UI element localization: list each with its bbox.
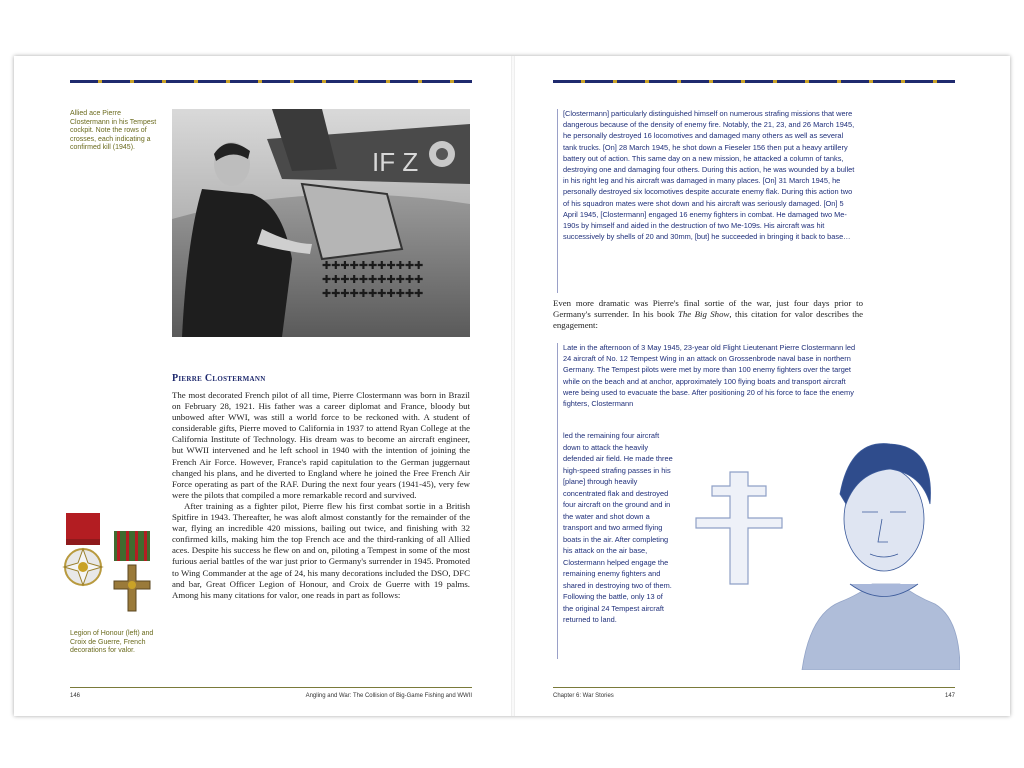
body-paragraph-2: After training as a fighter pilot, Pierre flew his first combat sortie in a British Spitfire in 1943. Thereafter, he was aloft almost constantly for the remainder of the war, flying an incredible 420 missions, bailing out twice, and finishing with 32 confirmed kills, making him the top French ace and the third-ranking of all Allied aces. Despite his success he flew on and on, piloting a Tempest in some of the most furious aerial battles of the war just prior to Germany's surrender in 1945. Promoted to Wing Commander at the age of 24, his many decorations included the DSO, DFC and bar, Great Officer Legion of Honour, and Croix de Guerre with 19 palms. Among his many citations for valor, one reads in part as follows: [172, 500, 470, 600]
pilot-photo-illustration [172, 109, 470, 337]
left-body-text [172, 390, 470, 601]
book-spread [14, 56, 1010, 716]
right-footer-rule [553, 687, 955, 688]
pilot-photo [172, 109, 470, 337]
citation-quote-2-continued: led the remaining four aircraft down to attack the heavily defended air field. He made three high-speed strafing passes in his [plane] through heavily concentrated flak and destroyed four aircraft on the ground and in the water and shot down a transport and two armed flying boats in the air. After completing his attack on the air base, Clostermann helped engage the remaining enemy fighters and shared in destroying two of them. Following the battle, only 13 of the original 24 Tempest aircraft returned to land. [563, 431, 673, 624]
left-top-rule [70, 80, 472, 83]
svg-text:✚✚✚✚✚✚✚✚✚✚✚: ✚✚✚✚✚✚✚✚✚✚✚ [322, 287, 424, 300]
right-top-rule [553, 80, 955, 83]
citation-quote-1: [Clostermann] particularly distinguished himself on numerous strafing missions that were dangerous because of the density of enemy fire. Notably, the 21, 23, and 26 March 1945, he personally destroyed 16 locomotives and damaged many others as well as several tank trucks. [On] 28 March 1945, he shot down a Fieseler 156 then put a heavy artillery battery out of action. This same day on a new mission, he attacked a column of tanks, destroying one and damaging four others. During this action, he was wounded by a bullet in his right leg and his aircraft was damaged in many places. [On] 31 March 1945, he personally destroyed six locomotives despite accurate enemy flak. During this action two of his squadron mates were shot down and his aircraft was seriously damaged. [On] 5 April 1945, [Clostermann] engaged 16 enemy fighters in combat. He damaged two Me-190s by himself and aided in the destruction of two Me-109s. His aircraft was hit successively by shells of 20 and 30mm, [but] he succeeded in bringing it back to base… [563, 109, 855, 242]
right-running-title: Chapter 6: War Stories [553, 693, 614, 699]
portrait-sketch [690, 434, 960, 670]
plane-marking: IF Z [372, 147, 419, 177]
citation-quote-2: Late in the afternoon of 3 May 1945, 23-year old Flight Lieutenant Pierre Clostermann led 24 aircraft of No. 12 Tempest Wing in an attack on Grossenbrode naval base in northern Germany. The Tempest pilots were met by more than 100 enemy fighters over the target while on the beach and at anchor, approximately 100 flying boats and transport aircraft were being used to evacuate the base. After positioning 20 of his force to face the enemy fighters, Clostermann [563, 343, 856, 409]
portrait-illustration [690, 434, 960, 670]
quote-1-rule [557, 109, 558, 293]
photo-caption: Allied ace Pierre Clostermann in his Tempest cockpit. Note the rows of crosses, each indicating a confirmed kill (1945). [70, 110, 157, 152]
body-text-before: Even more dramatic was Pierre's final sortie of the war, just four days prior to Germany's surrender. In his book [553, 298, 863, 320]
svg-text:✚✚✚✚✚✚✚✚✚✚✚: ✚✚✚✚✚✚✚✚✚✚✚ [322, 259, 424, 272]
section-heading: Pierre Clostermann [172, 373, 266, 384]
right-body-text [553, 298, 863, 331]
left-footer-rule [70, 687, 472, 688]
book-title: The Big Show [678, 309, 730, 320]
body-text-after: , this citation for valor describes the engagement: [553, 309, 864, 331]
body-paragraph-1: The most decorated French pilot of all time, Pierre Clostermann was born in Brazil on February 28, 1921. His father was a career diplomat and France, bloody but unbowed after WWI, was still a world force to be reckoned with. A student of considerable gifts, Pierre moved to California in 1937 to attend Ryan College at the California Institute of Technology. His dream was to become an aircraft engineer, but WWII intervened and he left school in 1940 with the intention of joining the French Air Force. However, France's rapid capitulation to the German juggernaut changed his plans, and he diverted to England where he joined the Free French Air Force operating as part of the RAF. During the next four years (1941-45), very few were the pilots that compiled a more remarkable record and survived. [172, 390, 470, 500]
svg-text:✚✚✚✚✚✚✚✚✚✚✚: ✚✚✚✚✚✚✚✚✚✚✚ [322, 273, 424, 286]
medals-illustration [62, 511, 158, 627]
medals-image [62, 511, 158, 627]
right-page-number: 147 [944, 693, 955, 699]
left-running-title: Angling and War: The Collision of Big-Game Fishing and WWII [305, 693, 472, 699]
page-gutter [511, 56, 515, 716]
left-page-number: 146 [70, 693, 81, 699]
quote-2-rule [557, 343, 558, 659]
medal-caption: Legion of Honour (left) and Croix de Guerre, French decorations for valor. [70, 630, 154, 655]
